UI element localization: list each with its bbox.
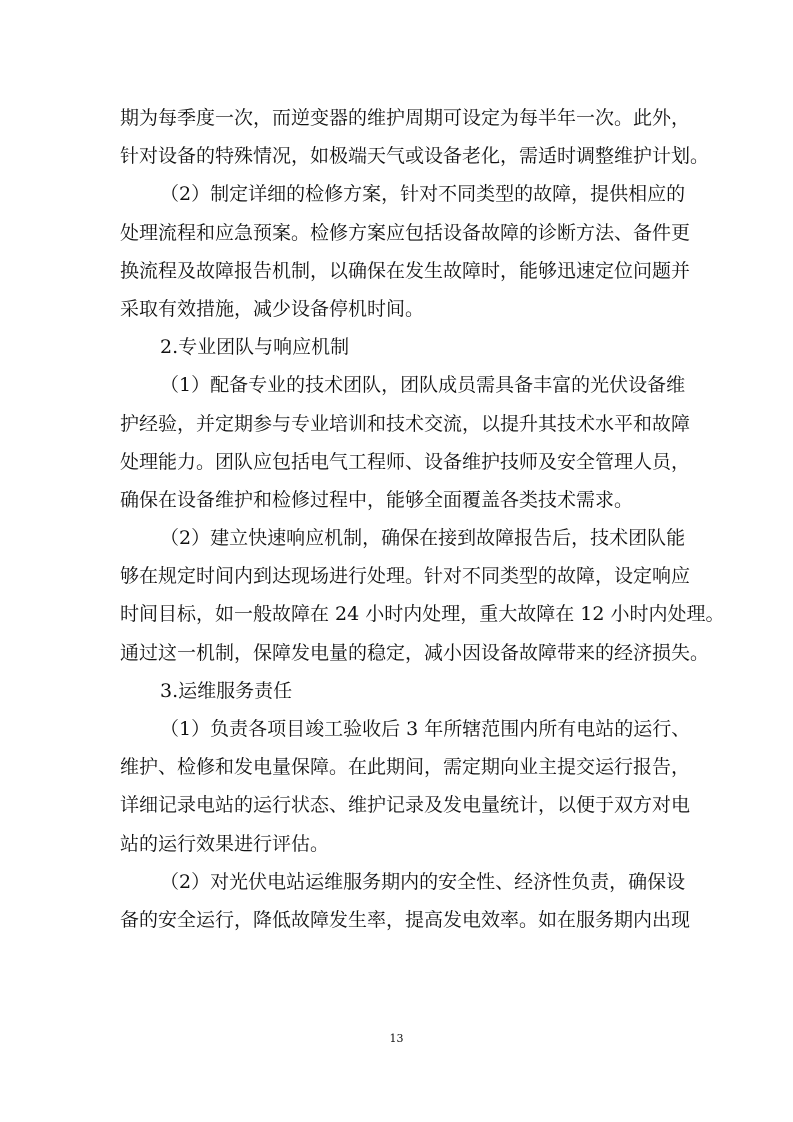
paragraph: [120, 99, 710, 175]
text-line: 针对设备的特殊情况，如极端天气或设备老化，需适时调整维护计划。: [120, 145, 710, 168]
text-line: 备的安全运行，降低故障发生率，提高发电效率。如在服务期内出现: [120, 908, 691, 931]
page-number: 13: [389, 1032, 404, 1045]
text-line: 够在规定时间内到达现场进行处理。针对不同类型的故障，设定响应: [120, 565, 691, 588]
section-heading: [120, 672, 676, 710]
text-line: 站的运行效果进行评估。: [120, 832, 330, 855]
text-line: 采取有效措施，减少设备停机时间。: [120, 297, 425, 320]
section-heading: [120, 328, 676, 366]
text-line: （2）制定详细的检修方案，针对不同类型的故障，提供相应的: [160, 183, 686, 206]
paragraph: [120, 175, 691, 328]
text-line: 维护、检修和发电量保障。在此期间，需定期向业主提交运行报告，: [120, 756, 691, 779]
text-line: 时间目标，如一般故障在 24 小时内处理，重大故障在 12 小时内处理。: [120, 603, 725, 626]
text-line: 2.专业团队与响应机制: [160, 336, 350, 359]
paragraph: [120, 863, 691, 939]
text-line: （1）配备专业的技术团队，团队成员需具备丰富的光伏设备维: [160, 374, 686, 397]
text-line: 3.运维服务责任: [160, 679, 293, 702]
text-line: （2）对光伏电站运维服务期内的安全性、经济性负责，确保设: [160, 870, 686, 893]
text-line: （2）建立快速响应机制，确保在接到故障报告后，技术团队能: [160, 527, 686, 550]
text-line: 通过这一机制，保障发电量的稳定，减小因设备故障带来的经济损失。: [120, 641, 710, 664]
paragraph: [120, 710, 691, 863]
text-line: 处理能力。团队应包括电气工程师、设备维护技师及安全管理人员，: [120, 450, 691, 473]
text-line: 护经验，并定期参与专业培训和技术交流，以提升其技术水平和故障: [120, 412, 691, 435]
paragraph: [120, 366, 691, 519]
text-line: （1）负责各项目竣工验收后 3 年所辖范围内所有电站的运行、: [160, 718, 691, 740]
paragraph: [120, 519, 725, 672]
document-body: [120, 99, 725, 939]
text-line: 确保在设备维护和检修过程中，能够全面覆盖各类技术需求。: [120, 488, 634, 511]
text-line: 处理流程和应急预案。检修方案应包括设备故障的诊断方法、备件更: [120, 221, 691, 244]
text-line: 换流程及故障报告机制，以确保在发生故障时，能够迅速定位问题并: [120, 259, 691, 282]
text-line: 详细记录电站的运行状态、维护记录及发电量统计，以便于双方对电: [120, 794, 691, 817]
text-line: 期为每季度一次，而逆变器的维护周期可设定为每半年一次。此外，: [120, 107, 691, 129]
